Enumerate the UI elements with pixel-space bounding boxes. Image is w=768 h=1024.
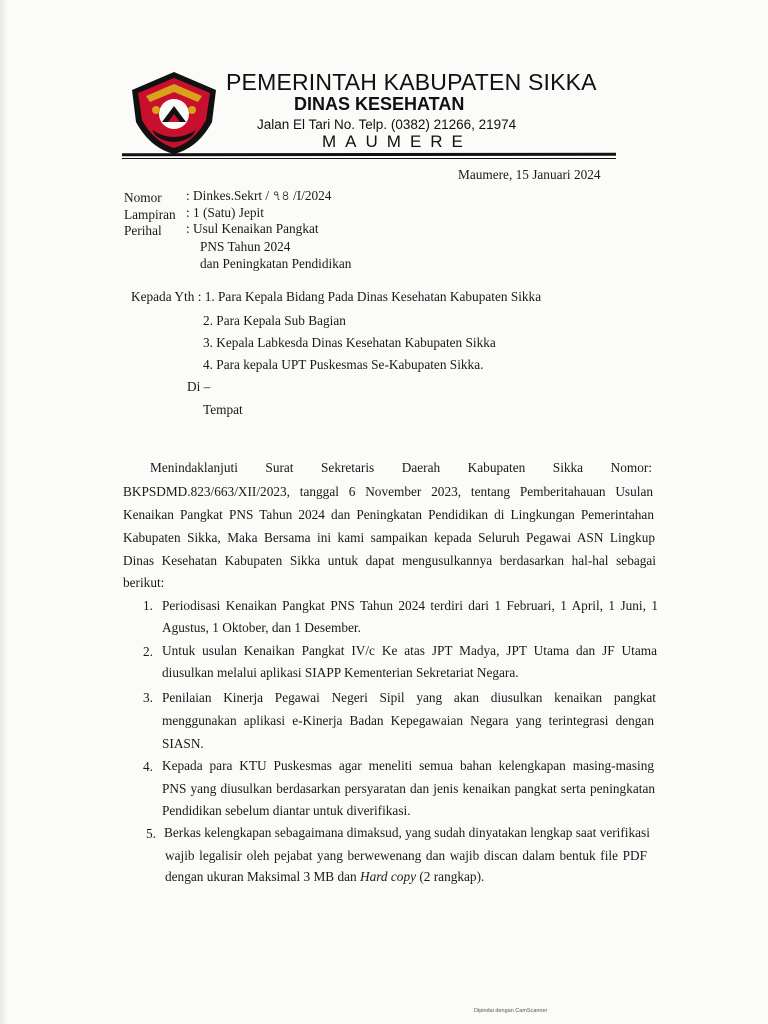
- point-number: 4.: [143, 759, 153, 774]
- perihal-line: : Usul Kenaikan Pangkat: [186, 221, 319, 236]
- body-paragraph-line: BKPSDMD.823/663/XII/2023, tanggal 6 November 2023, tentang Pemberitahauan Usulan: [123, 484, 653, 499]
- recipient-item: 3. Kepala Labkesda Dinas Kesehatan Kabupaten Sikka: [203, 335, 496, 350]
- point-line: Penilaian Kinerja Pegawai Negeri Sipil yang akan diusulkan kenaikan pangkat: [162, 690, 656, 705]
- point-line-last: [165, 870, 484, 883]
- point-line: wajib legalisir oleh pejabat yang berwewenang dan wajib discan dalam bentuk file PDF: [165, 848, 647, 863]
- lampiran-label: Lampiran: [124, 207, 176, 222]
- point-text-italic: Hard copy: [360, 869, 417, 884]
- point-text: (2 rangkap).: [416, 869, 485, 884]
- recipient-item: 2. Para Kepala Sub Bagian: [203, 313, 346, 328]
- body-paragraph-line: Menindaklanjuti Surat Sekretaris Daerah Kabupaten Sikka Nomor:: [150, 460, 652, 475]
- point-line: PNS yang diusulkan berdasarkan persyaratan dan jenis kenaikan pangkat serta peningkatan: [162, 781, 655, 796]
- letterhead-department: DINAS KESEHATAN: [294, 94, 465, 114]
- perihal-label: Perihal: [124, 223, 162, 238]
- body-paragraph-line: Dinas Kesehatan Kabupaten Sikka untuk dapat mengusulkannya berdasarkan hal-hal sebagai: [123, 553, 656, 568]
- header-divider-thick: [122, 153, 616, 156]
- point-line: Kepada para KTU Puskesmas agar meneliti semua bahan kelengkapan masing-masing: [162, 758, 654, 773]
- recipients-lead: Kepada Yth : 1. Para Kepala Bidang Pada Dinas Kesehatan Kabupaten Sikka: [131, 289, 542, 304]
- point-line: Untuk usulan Kenaikan Pangkat IV/c Ke atas JPT Madya, JPT Utama dan JF Utama: [162, 643, 657, 658]
- place-date: Maumere, 15 Januari 2024: [458, 167, 601, 182]
- point-line: diusulkan melalui aplikasi SIAPP Kementerian Sekretariat Negara.: [162, 665, 519, 680]
- scanner-watermark: Dipindai dengan CamScanner: [474, 1008, 548, 1014]
- point-line: Periodisasi Kenaikan Pangkat PNS Tahun 2024 terdiri dari 1 Februari, 1 April, 1 Juni, 1: [162, 598, 658, 613]
- letterhead-address: Jalan El Tari No. Telp. (0382) 21266, 21974: [257, 117, 517, 132]
- letterhead-city: MAUMERE: [322, 132, 472, 151]
- point-line: Berkas kelengkapan sebagaimana dimaksud, yang sudah dinyatakan lengkap saat verifikasi: [164, 825, 650, 840]
- scan-edge: [0, 0, 8, 1024]
- body-paragraph-line: Kenaikan Pangkat PNS Tahun 2024 dan Peningkatan Pendidikan di Lingkungan Pemerintahan: [123, 507, 654, 522]
- point-line: SIASN.: [162, 736, 204, 751]
- lampiran-value: : 1 (Satu) Jepit: [186, 205, 264, 220]
- body-paragraph-line: berikut:: [123, 575, 165, 590]
- perihal-line: PNS Tahun 2024: [200, 239, 291, 254]
- point-number: 2.: [143, 644, 153, 659]
- point-line: Pendidikan sebelum diantar untuk diverifikasi.: [162, 803, 411, 818]
- regency-emblem-logo: [128, 70, 220, 156]
- point-line: menggunakan aplikasi e-Kinerja Badan Kepegawaian Negara yang terintegrasi dengan: [162, 713, 654, 728]
- header-divider-thin: [122, 158, 616, 159]
- point-number: 1.: [143, 598, 153, 613]
- recipient-item: 4. Para kepala UPT Puskesmas Se-Kabupaten Sikka.: [203, 357, 484, 372]
- point-text: dengan ukuran Maksimal 3 MB dan: [165, 869, 360, 884]
- letterhead-title: PEMERINTAH KABUPATEN SIKKA: [226, 69, 597, 95]
- point-line: Agustus, 1 Oktober, dan 1 Desember.: [162, 620, 361, 635]
- point-number: 3.: [143, 690, 153, 705]
- recipient-tempat: Tempat: [203, 402, 243, 417]
- nomor-value: : Dinkes.Sekrt / ৭৪ /I/2024: [186, 188, 332, 203]
- point-number: 5.: [146, 826, 156, 841]
- nomor-label: Nomor: [124, 190, 162, 205]
- perihal-line: dan Peningkatan Pendidikan: [200, 256, 352, 271]
- body-paragraph-line: Kabupaten Sikka, Maka Bersama ini kami sampaikan kepada Seluruh Pegawai ASN Lingkup: [123, 530, 655, 545]
- recipient-di: Di –: [187, 379, 211, 394]
